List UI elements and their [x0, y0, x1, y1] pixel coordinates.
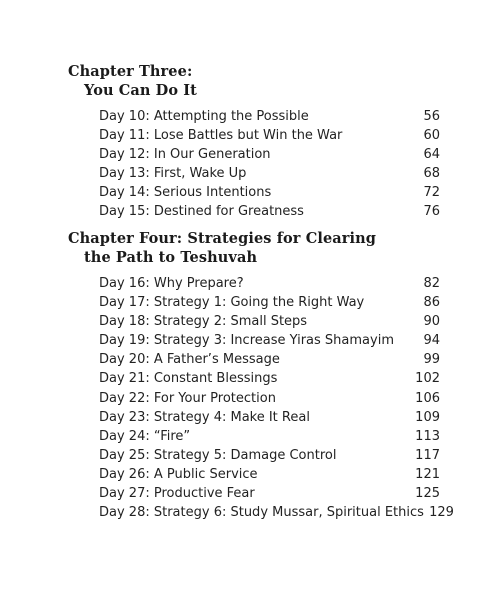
toc-entry-page: 60: [423, 128, 440, 144]
toc-entry-list: [68, 274, 454, 522]
toc-entry-page: 129: [429, 505, 454, 521]
toc-entry: [99, 503, 454, 522]
toc-entry-label: Day 12: In Our Generation: [99, 147, 271, 163]
toc-entry-page: 99: [423, 352, 440, 368]
toc-entry: [99, 164, 440, 183]
toc-entry-label: Day 13: First, Wake Up: [99, 166, 247, 182]
toc-entry-page: 117: [415, 447, 440, 463]
toc-entry: [99, 107, 440, 126]
toc-entry: [99, 126, 440, 145]
toc-entry-label: Day 11: Lose Battles but Win the War: [99, 128, 343, 144]
toc-entry: [99, 312, 440, 331]
toc-entry-page: 125: [415, 486, 440, 502]
toc-entry-label: Day 26: A Public Service: [99, 466, 258, 482]
chapter-title-line1: Chapter Four: Strategies for Clearing: [68, 230, 376, 247]
toc-entry: [99, 145, 440, 164]
toc-entry-label: Day 10: Attempting the Possible: [99, 109, 309, 124]
toc-entry-page: 90: [423, 314, 440, 330]
toc-entry-page: 113: [415, 428, 440, 444]
chapter-title: [68, 62, 440, 100]
toc-entry-label: Day 16: Why Prepare?: [99, 276, 244, 291]
chapter-four-section: [68, 229, 454, 522]
toc-entry: [99, 350, 440, 369]
toc-entry: [99, 446, 440, 465]
toc-entry-label: Day 20: A Father’s Message: [99, 352, 280, 368]
toc-entry-label: Day 27: Productive Fear: [99, 486, 255, 502]
toc-entry-page: 56: [423, 109, 440, 124]
toc-entry-label: Day 23: Strategy 4: Make It Real: [99, 409, 310, 425]
toc-entry: [99, 369, 440, 388]
toc-entry-page: 109: [415, 409, 440, 425]
toc-entry-page: 94: [423, 333, 440, 349]
toc-entry-page: 76: [423, 204, 440, 220]
chapter-title-line1: Chapter Three:: [68, 63, 193, 80]
toc-entry: [99, 274, 440, 293]
toc-entry-label: Day 15: Destined for Greatness: [99, 204, 304, 220]
toc-entry-page: 68: [423, 166, 440, 182]
toc-entry-page: 106: [415, 390, 440, 406]
toc-entry-page: 121: [415, 466, 440, 482]
toc-entry-page: 64: [423, 147, 440, 163]
toc-entry-page: 72: [423, 185, 440, 201]
toc-entry-label: Day 28: Strategy 6: Study Mussar, Spiritual Ethics: [99, 505, 424, 521]
toc-entry: [99, 183, 440, 202]
toc-entry-label: Day 21: Constant Blessings: [99, 371, 278, 387]
toc-entry-label: Day 14: Serious Intentions: [99, 185, 272, 201]
toc-entry-list: [68, 107, 440, 222]
toc-entry: [99, 484, 440, 503]
toc-entry-page: 102: [415, 371, 440, 387]
toc-entry-label: Day 25: Strategy 5: Damage Control: [99, 447, 337, 463]
toc-entry-label: Day 22: For Your Protection: [99, 390, 276, 406]
toc-entry-label: Day 18: Strategy 2: Small Steps: [99, 314, 308, 330]
toc-entry: [99, 293, 440, 312]
toc-entry: [99, 202, 440, 221]
toc-entry: [99, 427, 440, 446]
toc-entry-label: Day 24: “Fire”: [99, 428, 191, 444]
toc-entry-page: 82: [423, 276, 440, 291]
chapter-title-line2: the Path to Teshuvah: [84, 249, 258, 266]
chapter-three-section: [68, 62, 440, 222]
toc-entry-label: Day 19: Strategy 3: Increase Yiras Shamayim: [99, 333, 394, 349]
toc-entry: [99, 389, 440, 408]
toc-entry: [99, 408, 440, 427]
toc-entry: [99, 331, 440, 350]
toc-entry-label: Day 17: Strategy 1: Going the Right Way: [99, 295, 365, 311]
chapter-title: [68, 229, 440, 267]
chapter-title-line2: You Can Do It: [84, 82, 197, 99]
toc-entry: [99, 465, 440, 484]
toc-entry-page: 86: [423, 295, 440, 311]
